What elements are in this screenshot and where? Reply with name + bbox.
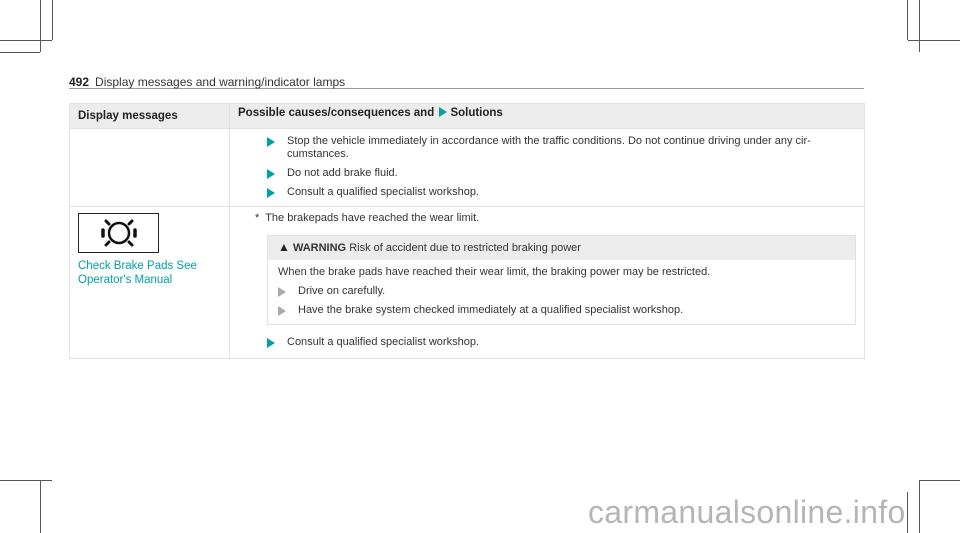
watermark: carmanualsonline.info xyxy=(588,494,906,530)
crop-mark xyxy=(908,40,960,41)
warning-box: ▲ WARNING Risk of accident due to restricted braking power When the brake pads have reached their wear limit, the braking power may be restricted. Drive on carefully. Have the brake system checked immediately at a qualified specialist workshop. xyxy=(267,235,856,325)
page-header xyxy=(69,76,864,89)
triangle-icon xyxy=(267,188,275,198)
crop-mark xyxy=(40,480,41,533)
display-message: Check Brake Pads See Operator's Manual xyxy=(78,260,197,286)
warning-step: Have the brake system checked immediately at a qualified specialist workshop. xyxy=(278,301,845,320)
display-messages-table xyxy=(69,103,865,359)
col-header-causes: Possible causes/consequences and Solutions xyxy=(230,104,865,129)
warning-icon: ▲ xyxy=(278,240,290,254)
triangle-icon xyxy=(439,107,447,117)
section-title: Display messages and warning/indicator lamps xyxy=(95,75,346,89)
triangle-icon xyxy=(267,137,275,147)
crop-mark xyxy=(40,0,41,52)
warning-step: Drive on carefully. xyxy=(278,282,845,301)
table-row xyxy=(70,129,865,207)
solution-step: Consult a qualified specialist workshop. xyxy=(267,183,844,202)
col-header-display: Display messages xyxy=(70,104,230,129)
brake-pad-wear-icon xyxy=(78,213,159,253)
solution-step: Consult a qualified specialist workshop. xyxy=(230,333,864,352)
crop-mark xyxy=(919,480,960,533)
solution-step: Stop the vehicle immediately in accordance with the traffic conditions. Do not continue driving under any cir-cumstances. xyxy=(267,132,844,164)
cause-text: * The brakepads have reached the wear limit. xyxy=(255,212,480,224)
crop-mark xyxy=(0,52,40,53)
table-row xyxy=(70,207,865,359)
crop-mark xyxy=(52,0,53,40)
warning-body: When the brake pads have reached their wear limit, the braking power may be restricted. xyxy=(278,266,711,278)
page-number: 492 xyxy=(69,75,90,89)
triangle-icon xyxy=(278,287,286,297)
crop-mark xyxy=(907,0,908,40)
crop-mark xyxy=(907,492,908,533)
triangle-icon xyxy=(267,338,275,348)
solution-step: Do not add brake fluid. xyxy=(267,164,844,183)
crop-mark xyxy=(0,480,52,481)
crop-mark xyxy=(0,40,52,41)
triangle-icon xyxy=(278,306,286,316)
crop-mark xyxy=(919,0,920,52)
triangle-icon xyxy=(267,169,275,179)
